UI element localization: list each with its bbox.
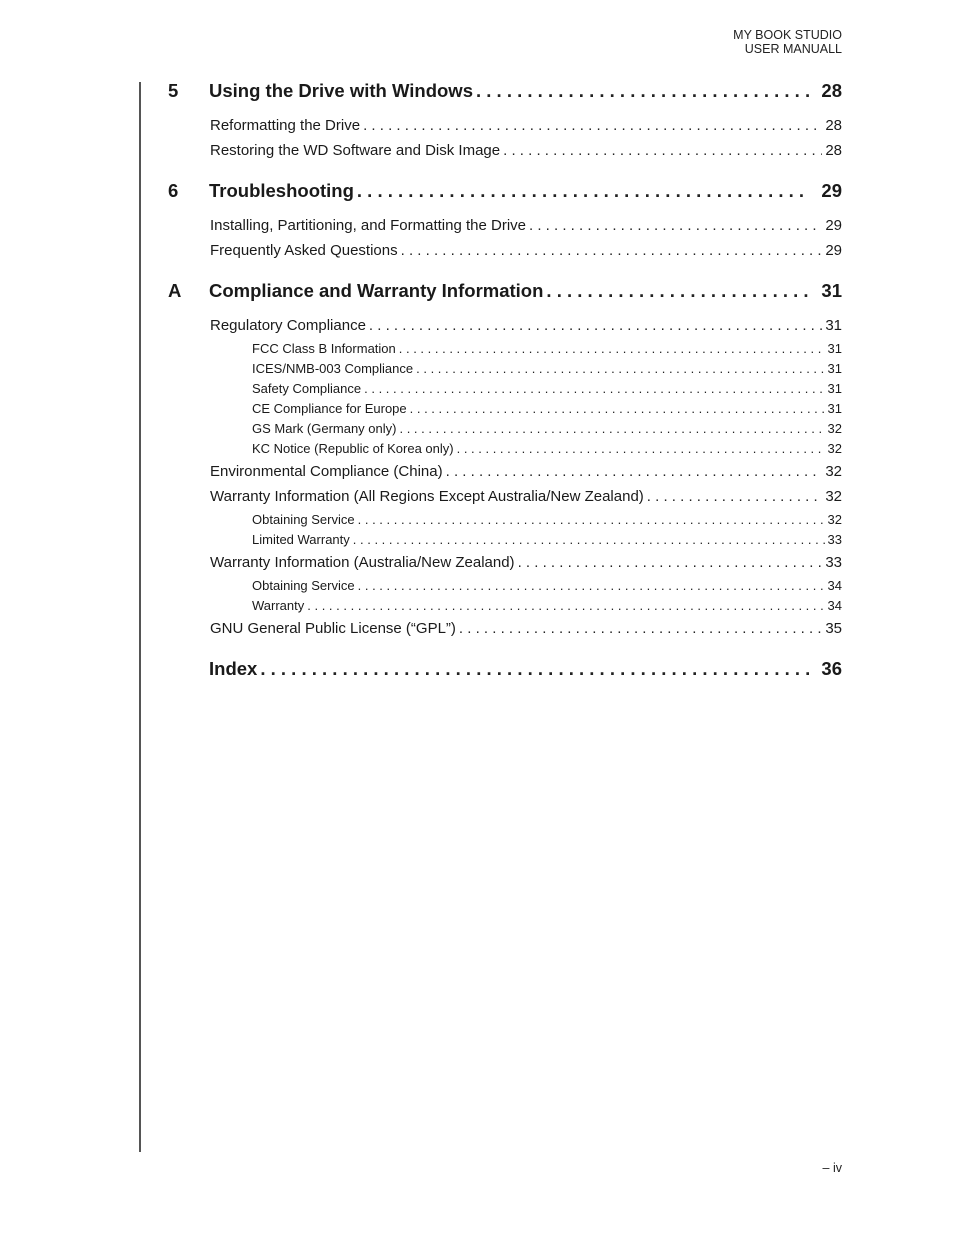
dot-leader — [358, 510, 825, 530]
toc-entry-title: GNU General Public License (“GPL”) — [210, 620, 456, 637]
header-product-name: MY BOOK STUDIO — [733, 28, 842, 42]
toc-entry-title: GS Mark (Germany only) — [252, 421, 397, 436]
toc-subsection-entry[interactable] — [252, 359, 842, 379]
toc-entry-page: 29 — [825, 217, 842, 234]
toc-entry-page: 32 — [827, 441, 842, 456]
toc-entry-page: 35 — [825, 620, 842, 637]
dot-leader — [353, 530, 825, 550]
toc-entry-title: Limited Warranty — [252, 532, 350, 547]
toc-entry-page: 31 — [827, 401, 842, 416]
toc-entry-title: Installing, Partitioning, and Formatting the Drive — [210, 217, 526, 234]
toc-entry-page: 29 — [821, 180, 842, 201]
running-header — [733, 28, 842, 56]
dot-leader — [529, 213, 822, 238]
toc-entry-page: 33 — [827, 532, 842, 547]
page-number: – iv — [822, 1161, 842, 1175]
toc-section-entry[interactable] — [210, 238, 842, 263]
dot-leader — [401, 238, 823, 263]
toc-entry-title: Compliance and Warranty Information — [209, 280, 544, 301]
toc-entry-title: KC Notice (Republic of Korea only) — [252, 441, 454, 456]
toc-entry-page: 36 — [821, 658, 842, 679]
toc-subsection-entry[interactable] — [252, 419, 842, 439]
toc-chapter-entry[interactable] — [209, 656, 842, 682]
dot-leader — [459, 616, 822, 641]
toc-entry-page: 31 — [827, 381, 842, 396]
dot-leader — [307, 596, 824, 616]
toc-section-entry[interactable] — [210, 213, 842, 238]
toc-section-entry[interactable] — [210, 113, 842, 138]
toc-entry-title: CE Compliance for Europe — [252, 401, 407, 416]
toc-entry-page: 34 — [827, 598, 842, 613]
toc-section-entry[interactable] — [210, 616, 842, 641]
toc-subsection-entry[interactable] — [252, 439, 842, 459]
toc-entry-page: 29 — [825, 242, 842, 259]
toc-entry-title: Troubleshooting — [209, 180, 354, 201]
toc-subsection-entry[interactable] — [252, 510, 842, 530]
toc-section-entry[interactable] — [210, 484, 842, 509]
toc-entry-title: ICES/NMB-003 Compliance — [252, 361, 414, 376]
dot-leader — [476, 78, 810, 104]
dot-leader — [357, 178, 811, 204]
dot-leader — [503, 138, 822, 163]
toc-entry-title: FCC Class B Information — [252, 341, 396, 356]
table-of-contents — [168, 78, 842, 691]
dot-leader — [399, 339, 825, 359]
toc-entry-title: Reformatting the Drive — [210, 117, 361, 134]
chapter-number: 6 — [168, 180, 179, 201]
toc-entry-title: Regulatory Compliance — [210, 317, 366, 334]
toc-subsection-entry[interactable] — [252, 576, 842, 596]
toc-entry-page: 31 — [821, 280, 842, 301]
toc-entry-page: 28 — [825, 142, 842, 159]
toc-entry-title: Restoring the WD Software and Disk Image — [210, 142, 501, 159]
dot-leader — [546, 278, 810, 304]
dot-leader — [364, 379, 824, 399]
toc-chapter-entry[interactable] — [168, 278, 842, 304]
toc-entry-title: Using the Drive with Windows — [209, 80, 473, 101]
dot-leader — [399, 419, 824, 439]
toc-entry-title: Environmental Compliance (China) — [210, 463, 443, 480]
toc-chapter-entry[interactable] — [168, 78, 842, 104]
toc-entry-page: 32 — [825, 463, 842, 480]
dot-leader — [518, 550, 823, 575]
toc-entry-title: Warranty — [252, 598, 305, 613]
toc-entry-title: Index — [209, 658, 258, 679]
dot-leader — [369, 313, 822, 338]
dot-leader — [363, 113, 822, 138]
toc-entry-page: 31 — [827, 341, 842, 356]
toc-entry-page: 33 — [825, 554, 842, 571]
toc-subsection-entry[interactable] — [252, 596, 842, 616]
toc-entry-title: Warranty Information (All Regions Except Australia/New Zealand) — [210, 488, 644, 505]
chapter-number: A — [168, 280, 182, 301]
toc-entry-title: Warranty Information (Australia/New Zealand) — [210, 554, 515, 571]
toc-section-entry[interactable] — [210, 550, 842, 575]
toc-entry-title: Safety Compliance — [252, 381, 362, 396]
dot-leader — [647, 484, 823, 509]
toc-subsection-entry[interactable] — [252, 339, 842, 359]
dot-leader — [260, 656, 810, 682]
toc-entry-page: 31 — [825, 317, 842, 334]
toc-entry-page: 28 — [821, 80, 842, 101]
dot-leader — [410, 399, 825, 419]
toc-chapter-entry[interactable] — [168, 178, 842, 204]
chapter-number: 5 — [168, 80, 179, 101]
dot-leader — [358, 576, 825, 596]
header-document-name: USER MANUALL — [744, 42, 842, 56]
toc-entry-page: 32 — [827, 512, 842, 527]
toc-entry-title: Obtaining Service — [252, 512, 355, 527]
toc-section-entry[interactable] — [210, 138, 842, 163]
toc-section-entry[interactable] — [210, 313, 842, 338]
toc-section-entry[interactable] — [210, 459, 842, 484]
toc-entry-page: 31 — [827, 361, 842, 376]
toc-entry-page: 28 — [825, 117, 842, 134]
toc-entry-title: Obtaining Service — [252, 578, 355, 593]
dot-leader — [457, 439, 825, 459]
toc-subsection-entry[interactable] — [252, 379, 842, 399]
toc-subsection-entry[interactable] — [252, 399, 842, 419]
toc-entry-title: Frequently Asked Questions — [210, 242, 398, 259]
dot-leader — [446, 459, 823, 484]
toc-entry-page: 32 — [825, 488, 842, 505]
toc-entry-page: 32 — [827, 421, 842, 436]
dot-leader — [416, 359, 824, 379]
margin-rule — [139, 82, 141, 1152]
toc-subsection-entry[interactable] — [252, 530, 842, 550]
toc-entry-page: 34 — [827, 578, 842, 593]
